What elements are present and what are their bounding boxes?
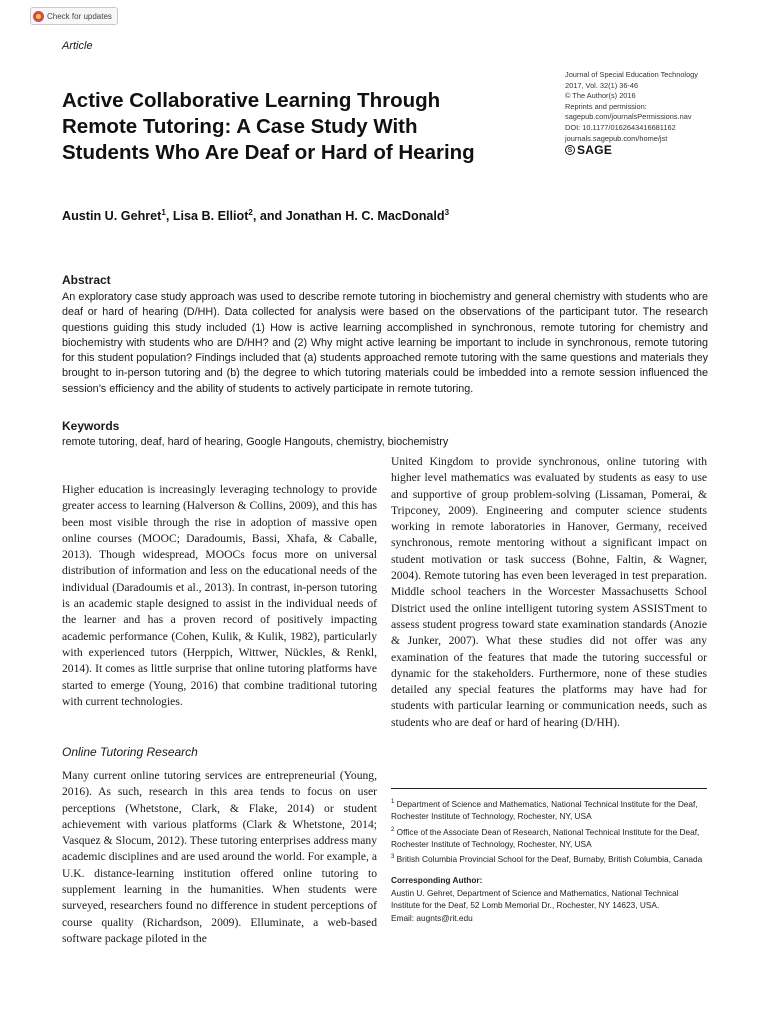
- author-list: [62, 208, 449, 223]
- author-name[interactable]: Jonathan H. C. MacDonald: [285, 209, 445, 224]
- footnote-marker: 2: [391, 826, 395, 833]
- affiliation-footnote: [391, 796, 709, 823]
- author-name[interactable]: Austin U. Gehret: [62, 209, 162, 224]
- footnote-marker: 1: [391, 799, 395, 805]
- body-paragraph-intro: Higher education is increasingly leveraging technology to provide greater access to learning (Halverson & Collins, 2009), and this has been most visible through the rise in adoption of massive open online courses (MOOC; Daradoumis, Bassi, Xhafa, & Caballe, 2013). Though widespread, MOOCs focus more on universal distribution of information and less on the educational needs of the individual (Daradoumis et al., 2013). In contrast, in-person tutoring is an academic staple designed to assist in the individual needs of the learner and has a proven record of positively impacting academic performance (Cohen, Kulik, & Kulik, 1982), particularly with experienced tutors (Herppich, Wittwer, Nückles, & Renkl, 2014). It comes as little surprise that online tutoring platforms have started to emerge (Young, 2016) that combine traditional tutoring with current technologies.: [62, 483, 377, 708]
- footnote-text: British Columbia Provincial School for the Deaf, Burnaby, British Columbia, Canada: [394, 853, 703, 864]
- author-name[interactable]: Lisa B. Elliot: [172, 209, 249, 224]
- crossmark-icon: [33, 11, 44, 22]
- journal-volume: 2017, Vol. 32(1) 36-46: [565, 80, 639, 90]
- journal-homepage-link[interactable]: journals.sagepub.com/home/jst: [565, 133, 668, 143]
- copyright: © The Author(s) 2016: [565, 91, 636, 101]
- keywords-heading: Keywords: [62, 419, 120, 433]
- author-affiliation-marker: 3: [444, 208, 450, 217]
- journal-name: Journal of Special Education Technology: [565, 70, 698, 79]
- keywords-text: remote tutoring, deaf, hard of hearing, Google Hangouts, chemistry, biochemistry: [62, 436, 449, 448]
- doi[interactable]: DOI: 10.1177/0162643416681162: [565, 122, 676, 132]
- section-heading-online-tutoring: Online Tutoring Research: [62, 745, 198, 759]
- footnotes: [391, 796, 709, 924]
- publisher-name: SAGE: [577, 143, 613, 158]
- check-for-updates-button[interactable]: [30, 7, 118, 25]
- footnote-text: Department of Science and Mathematics, National Technical Institute for the Deaf, Rochester Institute of Technology, Rochester, NY, USA: [391, 798, 698, 822]
- author-affiliation-marker: 1: [161, 208, 166, 217]
- footnote-marker: 3: [391, 854, 395, 861]
- body-paragraph-right-column: United Kingdom to provide synchronous, online tutoring with higher level mathematics was evaluated by students as easy to use and supportive of group problem-solving (Lissaman, Pomerai, & Tripconey, 2009). Engineering and computer science students working in remote laboratories in Hanover, Germany, received synchronous, remote mentoring without a significant impact on student motivation or task success (Bohne, Faltin, & Wagner, 2004). Remote tutoring has even been leveraged in test preparation. Middle school teachers in the Worcester Massachusetts School District used the online intelligent tutoring system ASSISTment to assess student progress toward state examination standards (Anozie & Junker, 2007). What these studies did not offer was any examination of the features that made the tutoring successful or dynamic for the stakeholders. Furthermore, none of these studies detailed any special features the platforms may have had for students with particular learning or communication needs, such as students who are deaf or hard of hearing (D/HH).: [391, 455, 707, 729]
- abstract-heading: Abstract: [62, 273, 111, 287]
- reprints-label: Reprints and permission:: [565, 101, 647, 111]
- corresponding-author-heading: Corresponding Author:: [391, 875, 483, 886]
- publisher-logo: [565, 145, 745, 156]
- article-title: [62, 88, 542, 166]
- article-type-label: Article: [62, 40, 93, 52]
- permissions-link[interactable]: sagepub.com/journalsPermissions.nav: [565, 112, 692, 122]
- affiliation-footnote: [391, 851, 709, 865]
- check-for-updates-label: Check for updates: [47, 11, 112, 21]
- body-paragraph-online-tutoring: Many current online tutoring services are entrepreneurial (Young, 2016). As such, research in this area tends to focus on user perceptions (Whetstone, Clark, & Flake, 2014) or student achievement with various platforms (Clark & Whetstone, 2014; Vasquez & Slocum, 2012). These tutoring enterprises address many academic disciplines and are used around the world. For example, a U.K. distance-learning institution offered online tutoring to supplement learning in the humanities. When students were surveyed, researchers found no difference in student perceptions of course quality (Richardson, 2009). Elluminate, a web-based software package piloted in the: [62, 769, 377, 945]
- author-affiliation-marker: 2: [248, 208, 253, 217]
- author-separator: , and: [252, 209, 286, 224]
- title-line: Students Who Are Deaf or Hard of Hearing: [62, 141, 475, 164]
- title-line: Active Collaborative Learning Through: [62, 89, 441, 112]
- journal-info: [565, 70, 745, 156]
- abstract-text: An exploratory case study approach was used to describe remote tutoring in biochemistry and general chemistry with students who are deaf or hard of hearing (D/HH). Data collected for analysis were based on the observations of the participant tutor. The research questions guiding this study included (1) How is active learning accomplished in synchronous, remote tutoring for chemistry and biochemistry with students who are D/HH? and (2) Why might active learning be important to include in synchronous, remote tutoring for this student population? Findings included that (a) students approached remote tutoring with the same questions and materials they brought to in-person tutoring and (b) the degree to which tutoring materials could be imbedded into a remote session influenced the session’s efficiency and the ability of students to actively participate in remote tutoring.: [62, 291, 708, 395]
- affiliation-footnote: [391, 824, 709, 851]
- sage-logo-icon: S: [565, 145, 575, 155]
- author-separator: ,: [165, 209, 173, 224]
- corresponding-author-address: Austin U. Gehret, Department of Science and Mathematics, National Technical Institute for the Deaf, 52 Lomb Memorial Dr., Rochester, NY 14623, USA.: [391, 887, 679, 911]
- footnote-divider: [391, 788, 707, 789]
- corresponding-author-email[interactable]: Email: augnts@rit.edu: [391, 912, 473, 923]
- footnote-text: Office of the Associate Dean of Research, National Technical Institute for the Deaf, Rochester Institute of Technology, Rochester, NY, USA: [391, 826, 700, 849]
- title-line: Remote Tutoring: A Case Study With: [62, 115, 418, 138]
